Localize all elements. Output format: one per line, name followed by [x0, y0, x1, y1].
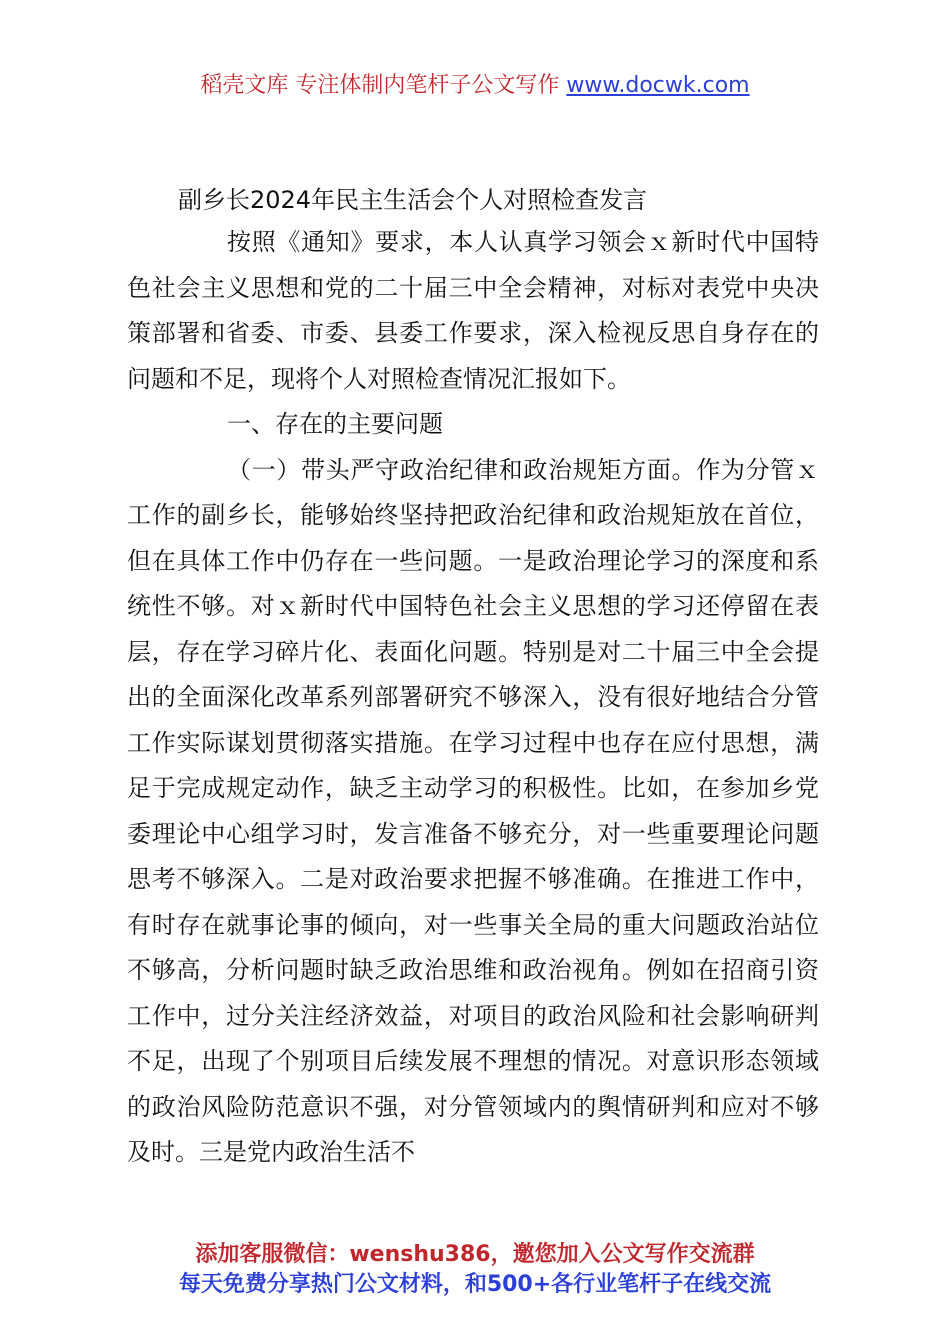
- paragraph-intro: 按照《通知》要求，本人认真学习领会ｘ新时代中国特色社会主义思想和党的二十届三中全会精神，对标对表党中央决策部署和省委、市委、县委工作要求，深入检视反思自身存在的问题和不足，现将个人对照检查情况汇报如下。: [127, 228, 819, 393]
- section-heading: 一、存在的主要问题: [227, 410, 443, 438]
- promo-footer: [0, 1240, 950, 1300]
- footer-line-2: 每天免费分享热门公文材料，和500+各行业笔杆子在线交流: [178, 1272, 772, 1297]
- document-body: [127, 220, 819, 1176]
- footer-line-1: 添加客服微信：wenshu386，邀您加入公文写作交流群: [195, 1242, 755, 1267]
- paragraph-section-1: （一）带头严守政治纪律和政治规矩方面。作为分管ｘ工作的副乡长，能够始终坚持把政治纪律和政治规矩放在首位，但在具体工作中仍存在一些问题。一是政治理论学习的深度和系统性不够。对ｘ新时代中国特色社会主义思想的学习还停留在表层，存在学习碎片化、表面化问题。特别是对二十届三中全会提出的全面深化改革系列部署研究不够深入，没有很好地结合分管工作实际谋划贯彻落实措施。在学习过程中也存在应付思想，满足于完成规定动作，缺乏主动学习的积极性。比如，在参加乡党委理论中心组学习时，发言准备不够充分，对一些重要理论问题思考不够深入。二是对政治要求把握不够准确。在推进工作中，有时存在就事论事的倾向，对一些事关全局的重大问题政治站位不够高，分析问题时缺乏政治思维和政治视角。例如在招商引资工作中，过分关注经济效益，对项目的政治风险和社会影响研判不足，出现了个别项目后续发展不理想的情况。对意识形态领域的政治风险防范意识不强，对分管领域内的舆情研判和应对不够及时。三是党内政治生活不: [127, 455, 819, 1166]
- site-header: [0, 68, 950, 99]
- header-link[interactable]: www.docwk.com: [566, 73, 750, 98]
- header-text: 稻壳文库 专注体制内笔杆子公文写作: [200, 73, 560, 98]
- document-title: 副乡长2024年民主生活会个人对照检查发言: [178, 186, 648, 214]
